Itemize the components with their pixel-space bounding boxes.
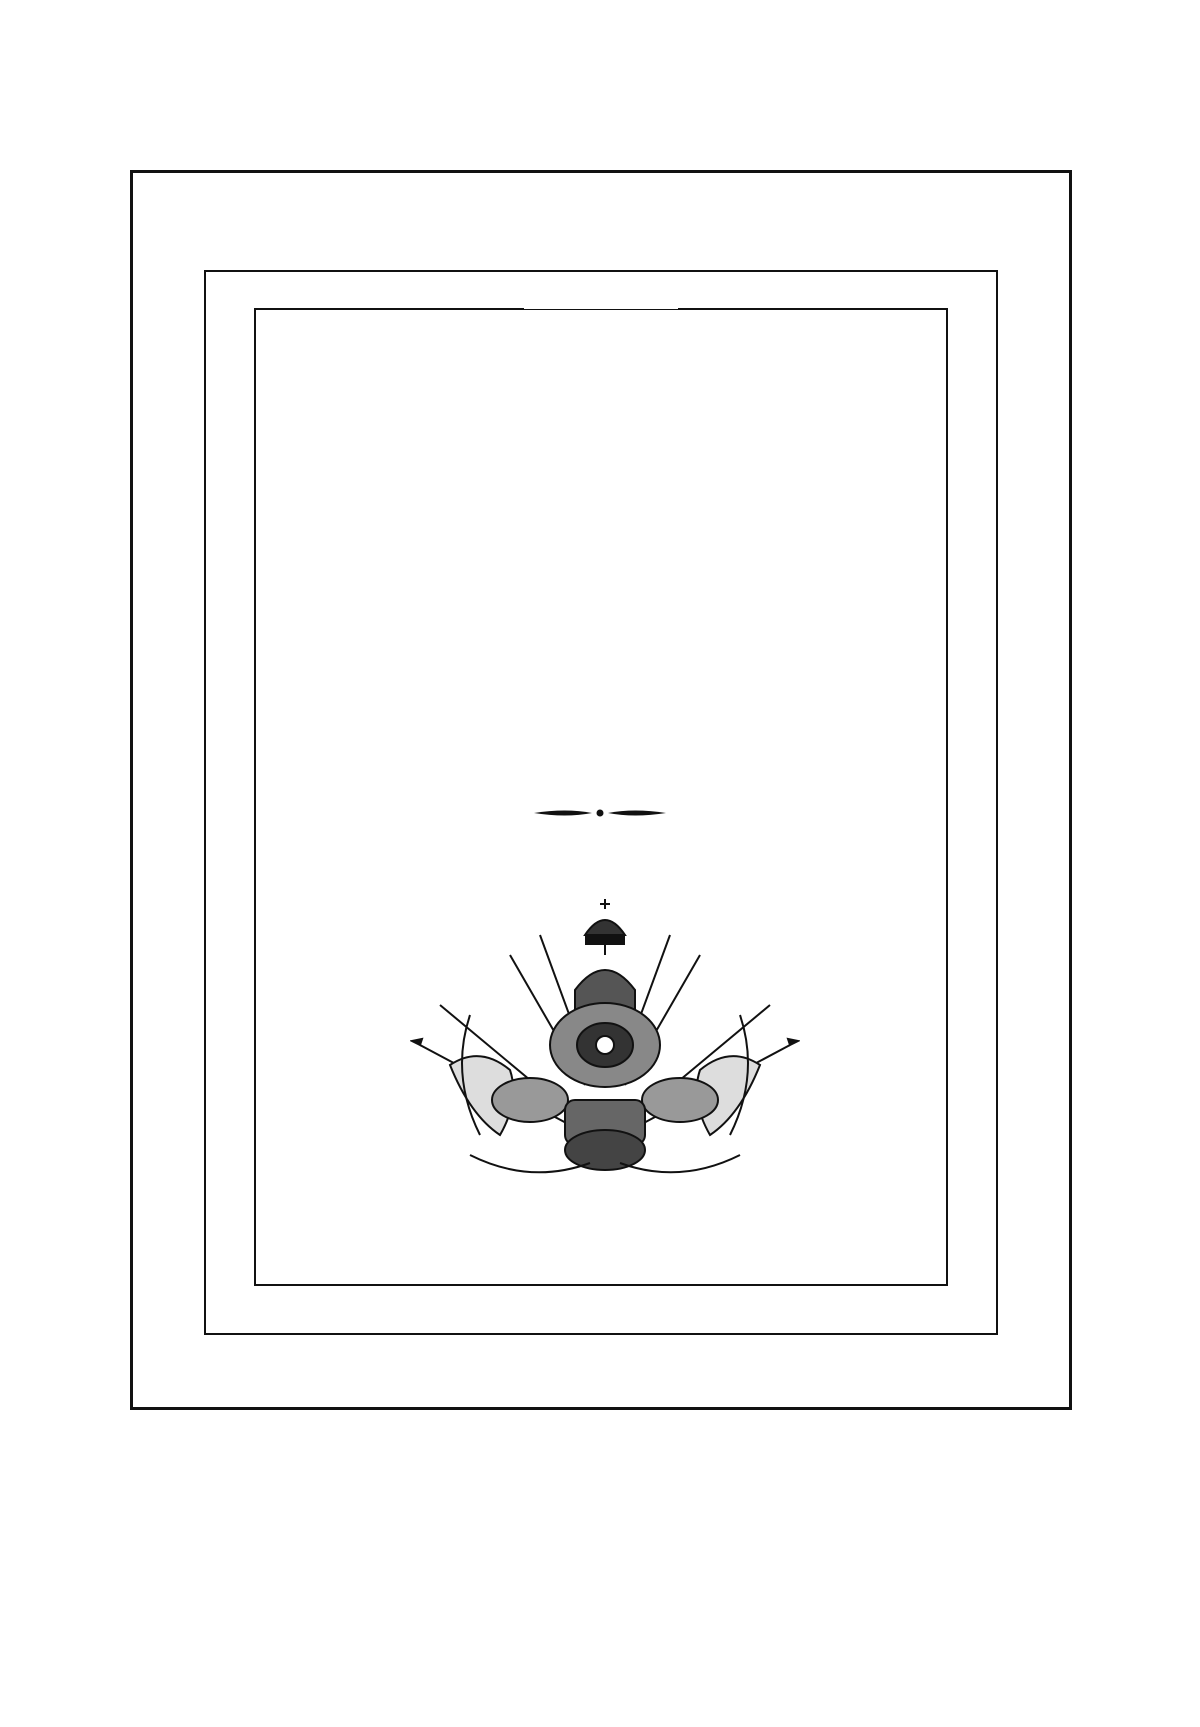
- years-label: [524, 287, 678, 309]
- divider-rule: [532, 806, 668, 820]
- military-trophy-emblem: [410, 895, 800, 1185]
